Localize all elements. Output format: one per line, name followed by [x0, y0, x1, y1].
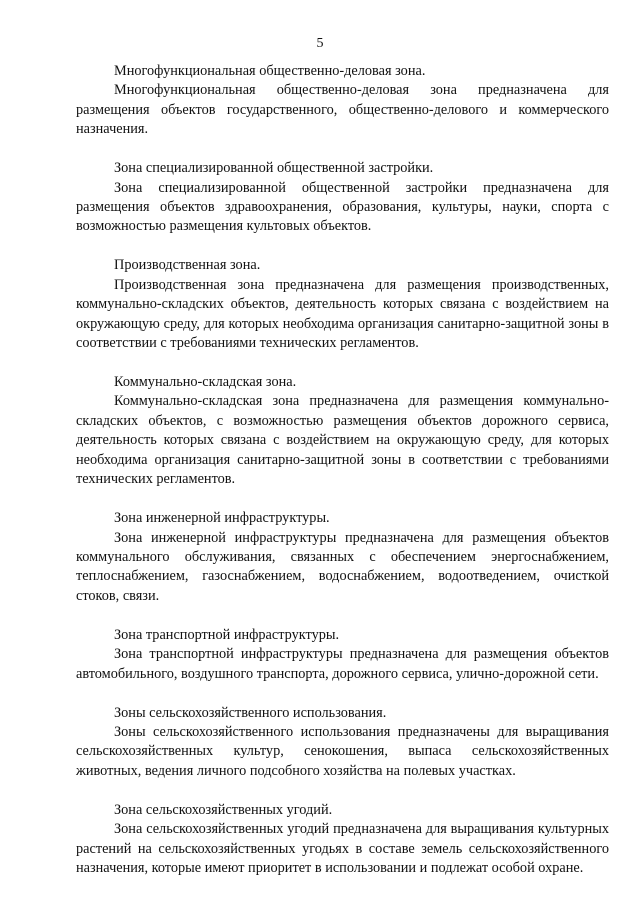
- section-heading: Зона транспортной инфраструктуры.: [114, 626, 340, 643]
- section-heading: Зоны сельскохозяйственного использования.: [114, 704, 387, 721]
- section-heading: Многофункциональная общественно-деловая зона.: [114, 63, 426, 79]
- section-text: Производственная зона предназначена для размещения производственных, коммунально-складских объектов, деятельность которых связана с воздействием на окружающую среду, для которых необходима организация санитарно-защитной зоны в соответствии с требованиями технических регламентов.: [76, 276, 609, 352]
- document-body: [76, 62, 609, 898]
- section-agricultural-lands-zone: [76, 801, 609, 879]
- section-specialized-public-zone: [76, 159, 609, 237]
- section-text: Зона инженерной инфраструктуры предназначена для размещения объектов коммунального обслуживания, связанных с обеспечением энергоснабжением, теплоснабжением, газоснабжением, водоснабжением, водоотведением, очисткой стоков, связи.: [76, 529, 609, 604]
- section-industrial-zone: [76, 256, 609, 353]
- section-communal-storage-zone: [76, 373, 609, 489]
- section-text: Зона специализированной общественной застройки предназначена для размещения объектов здравоохранения, образования, культуры, науки, спорта с возможностью размещения культовых объектов.: [76, 179, 609, 235]
- section-heading: Зона специализированной общественной застройки.: [114, 160, 434, 177]
- section-text: Многофункциональная общественно-деловая зона предназначена для размещения объектов государственного, общественно-делового и коммерческого назначения.: [76, 82, 609, 138]
- section-engineering-infrastructure-zone: [76, 509, 609, 606]
- section-transport-infrastructure-zone: [76, 626, 609, 684]
- section-agricultural-use-zones: [76, 704, 609, 782]
- section-heading: Зона инженерной инфраструктуры.: [114, 510, 330, 527]
- section-heading: Коммунально-складская зона.: [114, 374, 297, 391]
- section-multifunctional-zone: [76, 62, 609, 140]
- section-heading: Производственная зона.: [114, 257, 261, 274]
- section-text: Зона транспортной инфраструктуры предназначена для размещения объектов автомобильного, воздушного транспорта, дорожного сервиса, улично-дорожной сети.: [76, 646, 609, 682]
- section-text: Зона сельскохозяйственных угодий предназначена для выращивания культурных растений на сельскохозяйственных угодьях в составе земель сельскохозяйственного назначения, которые имеют приоритет в использовании и подлежат особой охране.: [76, 821, 609, 876]
- section-text: Коммунально-складская зона предназначена для размещения коммунально-складских объектов, с возможностью размещения объектов дорожного сервиса, деятельность которых связана с воздействием на окружающую среду, для которых необходима организация санитарно-защитной зоны в соответствии с требованиями технических регламентов.: [76, 393, 609, 488]
- page-number: 5: [316, 36, 324, 51]
- section-text: Зоны сельскохозяйственного использования предназначены для выращивания сельскохозяйственных культур, сенокошения, выпаса сельскохозяйственных животных, ведения личного подсобного хозяйства на полевых участках.: [76, 723, 609, 779]
- section-heading: Зона сельскохозяйственных угодий.: [114, 801, 333, 818]
